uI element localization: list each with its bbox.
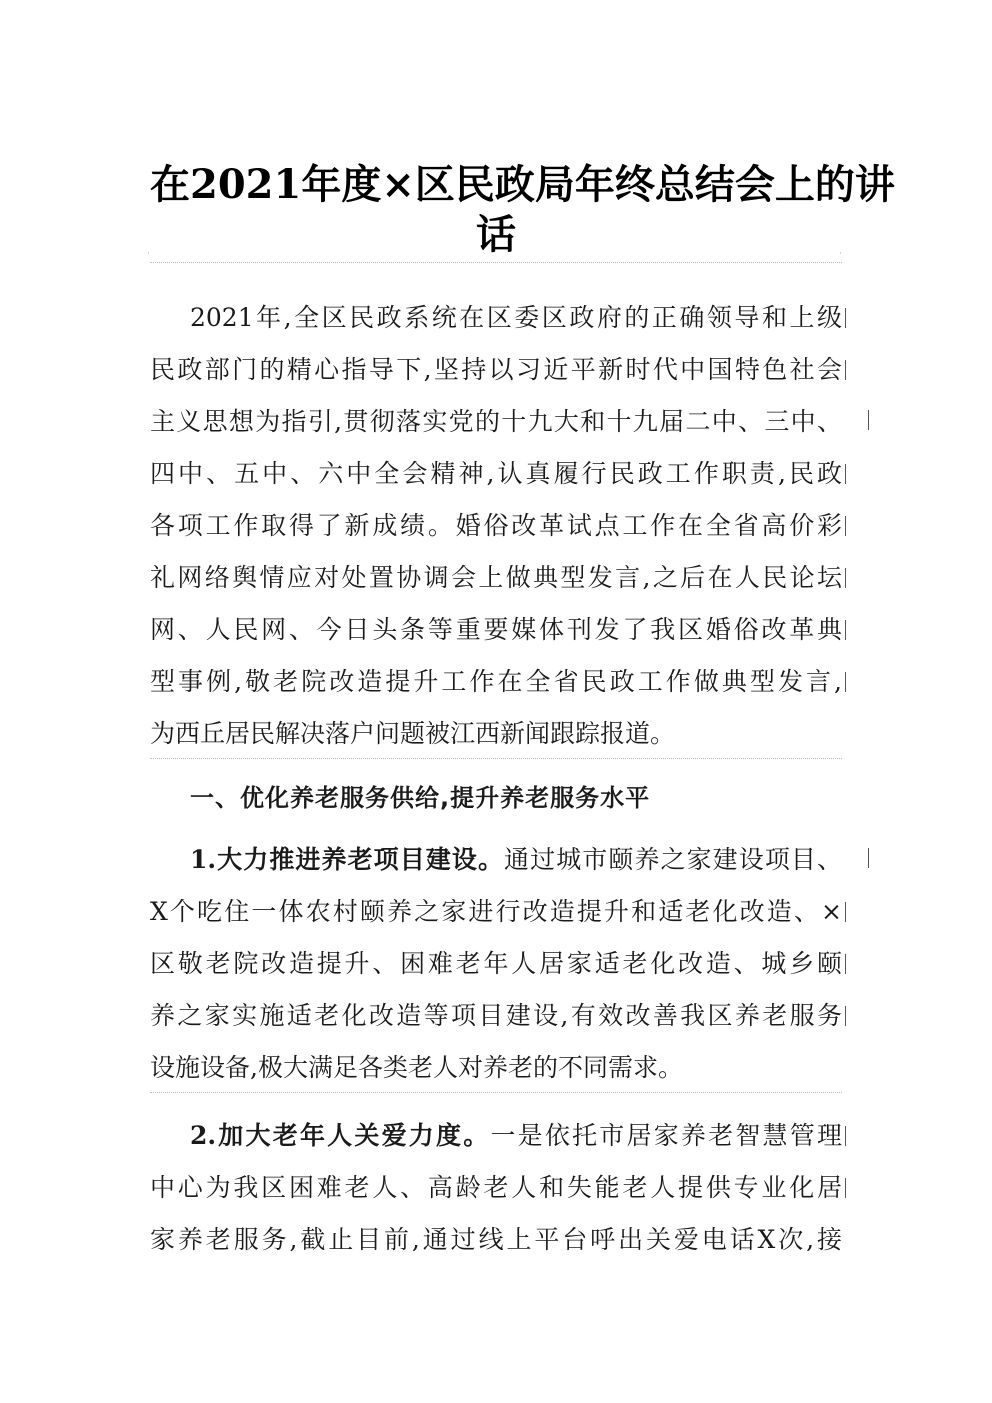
document-title-line-1: 在2021年度×区民政局年终总结会上的讲 bbox=[150, 161, 895, 208]
item-2-first-line bbox=[150, 1110, 842, 1162]
item-2-lead: 2.加大老年人关爱力度。 bbox=[190, 1121, 491, 1150]
paragraph-line: 家养老服务,截止目前,通过线上平台呼出关爱电话X次,接 bbox=[150, 1225, 842, 1254]
margin-mark bbox=[845, 954, 846, 974]
paragraph-line: 型事例,敬老院改造提升工作在全省民政工作做典型发言, bbox=[150, 667, 842, 696]
margin-mark bbox=[845, 360, 846, 380]
item-1-lead: 1.大力推进养老项目建设。 bbox=[190, 845, 505, 874]
margin-mark bbox=[845, 1126, 846, 1146]
paragraph-line: 养之家实施适老化改造等项目建设,有效改善我区养老服务 bbox=[150, 1001, 842, 1030]
margin-mark bbox=[845, 1006, 846, 1026]
margin-mark bbox=[845, 672, 846, 692]
margin-mark bbox=[868, 410, 869, 430]
paragraph-line: 各项工作取得了新成绩。婚俗改革试点工作在全省高价彩 bbox=[150, 511, 842, 540]
paragraph-line: 设施设备,极大满足各类老人对养老的不同需求。 bbox=[150, 1053, 683, 1082]
item-1-first-line bbox=[150, 834, 842, 886]
paragraph-line: 中心为我区困难老人、高龄老人和失能老人提供专业化居 bbox=[150, 1173, 842, 1202]
document-title-line-2: 话 bbox=[476, 211, 516, 258]
paragraph-line: 礼网络舆情应对处置协调会上做典型发言,之后在人民论坛 bbox=[150, 563, 842, 592]
margin-mark bbox=[845, 620, 846, 640]
corner-mark: ˙ bbox=[838, 252, 843, 263]
item-1-text: 通过城市颐养之家建设项目、 bbox=[504, 845, 842, 874]
margin-mark bbox=[845, 308, 846, 328]
divider bbox=[150, 262, 842, 263]
section-heading: 一、优化养老服务供给,提升养老服务水平 bbox=[190, 784, 651, 812]
margin-mark bbox=[845, 516, 846, 536]
margin-mark bbox=[845, 902, 846, 922]
margin-mark bbox=[845, 1178, 846, 1198]
divider bbox=[150, 1092, 842, 1093]
paragraph-line: 为西丘居民解决落户问题被江西新闻跟踪报道。 bbox=[150, 719, 676, 748]
corner-mark: ˙ bbox=[146, 252, 151, 263]
paragraph-line: 网、人民网、今日头条等重要媒体刊发了我区婚俗改革典 bbox=[150, 615, 842, 644]
paragraph-line: 民政部门的精心指导下,坚持以习近平新时代中国特色社会 bbox=[150, 355, 842, 384]
paragraph-line: 区敬老院改造提升、困难老年人居家适老化改造、城乡颐 bbox=[150, 949, 842, 978]
paragraph-line: 主义思想为指引,贯彻落实党的十九大和十九届二中、三中、 bbox=[150, 407, 842, 436]
paragraph-line: 2021年,全区民政系统在区委区政府的正确领导和上级 bbox=[190, 303, 842, 332]
paragraph-line: X个吃住一体农村颐养之家进行改造提升和适老化改造、× bbox=[150, 897, 842, 926]
margin-mark bbox=[868, 848, 869, 868]
margin-mark bbox=[845, 464, 846, 484]
paragraph-line: 四中、五中、六中全会精神,认真履行民政工作职责,民政 bbox=[150, 459, 842, 488]
margin-mark bbox=[845, 568, 846, 588]
divider bbox=[150, 758, 842, 759]
item-2-text: 一是依托市居家养老智慧管理 bbox=[490, 1121, 842, 1150]
